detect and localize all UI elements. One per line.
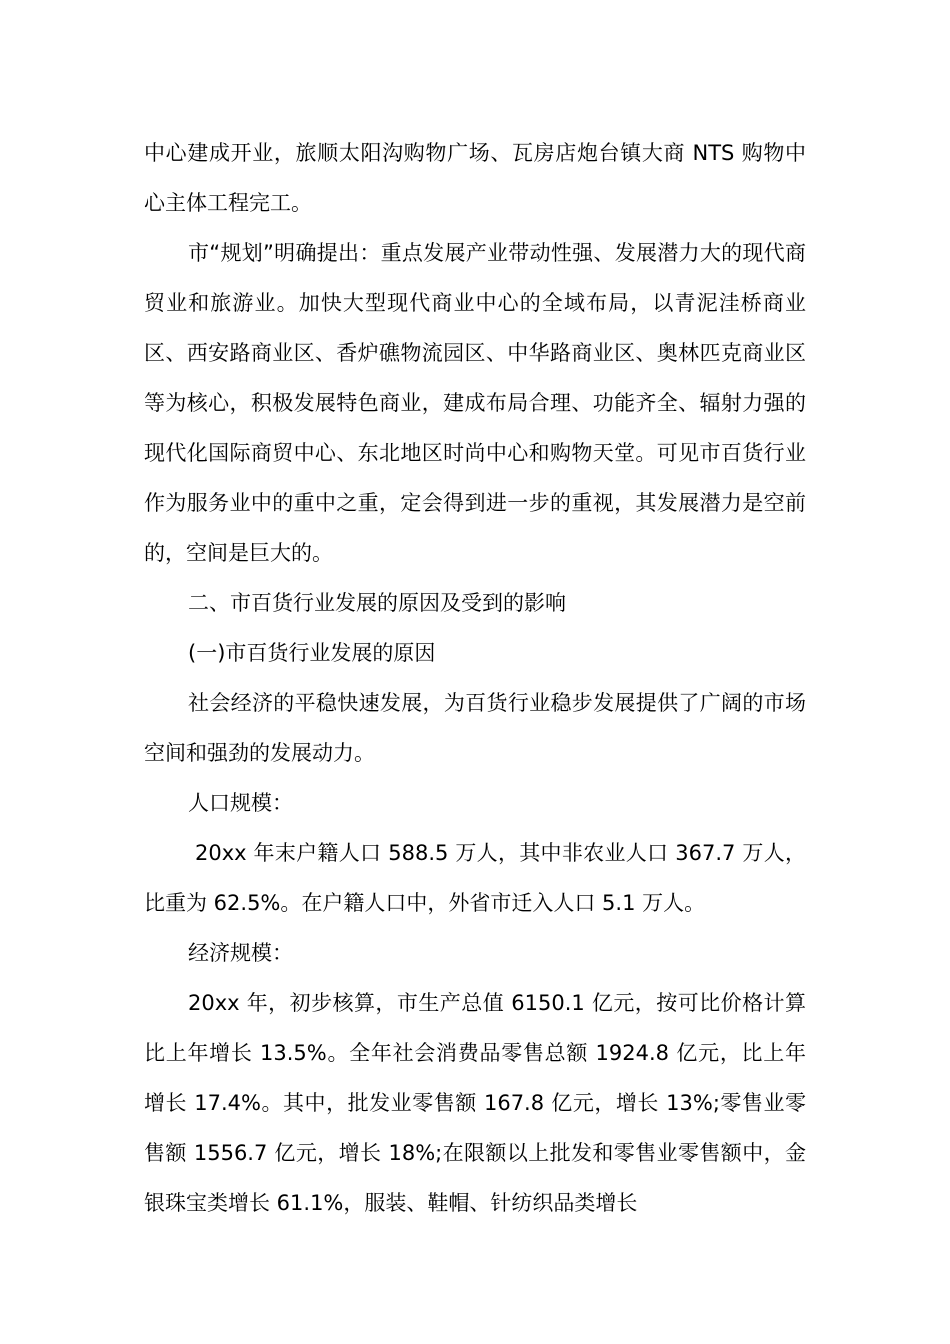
paragraph-economic-scale: 20xx 年，初步核算，市生产总值 6150.1 亿元，按可比价格计算比上年增长 13.5%。全年社会消费品零售总额 1924.8 亿元，比上年增长 17.4%。其中，批发业零售额 167.8 亿元，增长 13%;零售业零售额 1556.7 亿元，增长 18%;在限额以上批发和零售业零售额中，金银珠宝类增长 61.1%，服装、鞋帽、针纺织品类增长 [144,991,806,1215]
paragraph-population: 20xx 年末户籍人口 588.5 万人，其中非农业人口 367.7 万人，比重为 62.5%。在户籍人口中，外省市迁入人口 5.1 万人。 [144,841,806,915]
subsection-heading: (一)市百货行业发展的原因 [188,641,436,665]
paragraph-continuation: 中心建成开业，旅顺太阳沟购物广场、瓦房店炮台镇大商 NTS 购物中心主体工程完工。 [144,141,806,215]
paragraph-plan: 市“规划”明确提出：重点发展产业带动性强、发展潜力大的现代商贸业和旅游业。加快大型现代商业中心的全域布局，以青泥洼桥商业区、西安路商业区、香炉礁物流园区、中华路商业区、奥林匹克商业区等为核心，积极发展特色商业，建成布局合理、功能齐全、辐射力强的现代化国际商贸中心、东北地区时尚中心和购物天堂。可见市百货行业作为服务业中的重中之重，定会得到进一步的重视，其发展潜力是空前的，空间是巨大的。 [144,241,806,565]
document-body [144,128,806,1228]
section-heading: 二、市百货行业发展的原因及受到的影响 [188,591,566,615]
paragraph-economy: 社会经济的平稳快速发展，为百货行业稳步发展提供了广阔的市场空间和强劲的发展动力。 [144,691,806,765]
label-economic-scale: 经济规模： [188,941,293,965]
label-population: 人口规模： [188,791,293,815]
